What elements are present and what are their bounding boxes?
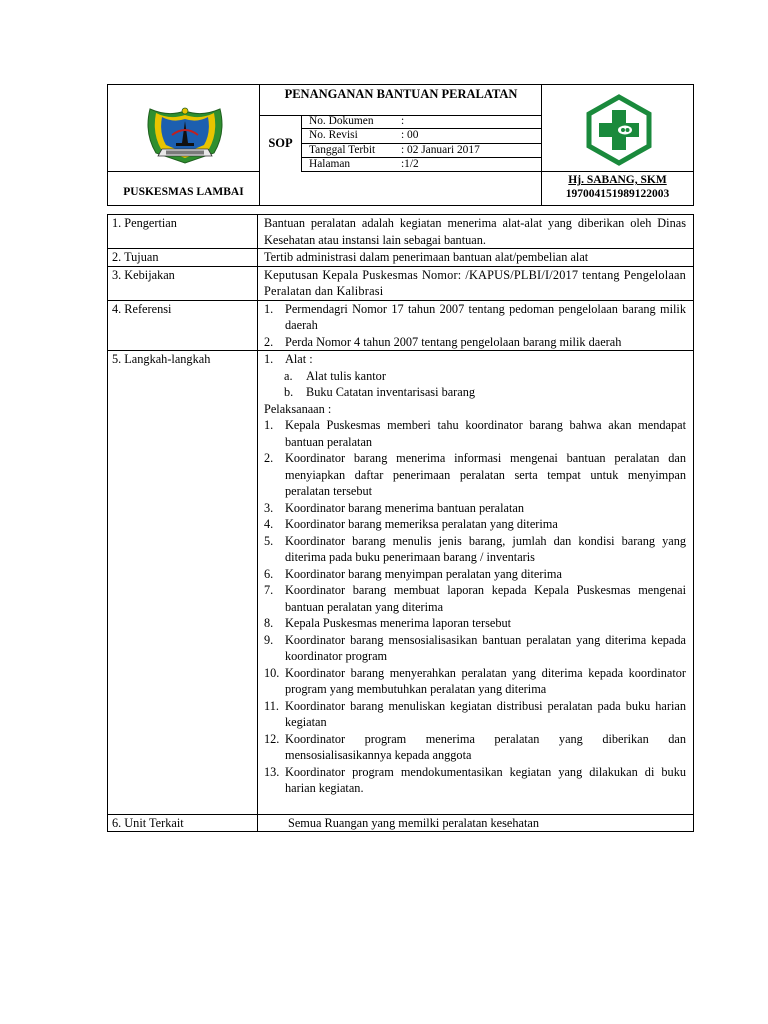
step-text: Koordinator barang menyimpan peralatan yang diterima: [285, 566, 562, 581]
step-number: 5.: [264, 533, 274, 548]
meta-value: :: [401, 115, 405, 127]
meta-row-issue-date: [302, 144, 541, 158]
step-number: 10.: [264, 665, 280, 680]
step-item: [264, 566, 686, 583]
step-text: Koordinator barang menyerahkan peralatan yang diterima kepada koordinator program yang membutuhkan peralatan yang diterima: [285, 665, 686, 696]
section-row-referensi: [108, 301, 693, 352]
section-row-unit-terkait: [108, 815, 693, 832]
step-number: 11.: [264, 698, 279, 713]
step-item: [264, 450, 686, 500]
section-row-pengertian: [108, 215, 693, 249]
header-right-divider: [542, 171, 693, 172]
regional-government-emblem-icon: [142, 103, 228, 167]
list-text: Perda Nomor 4 tahun 2007 tentang pengelolaan barang milik daerah: [285, 334, 622, 349]
pelaksanaan-label: Pelaksanaan :: [264, 401, 332, 416]
step-item: [264, 731, 686, 764]
step-text: Koordinator barang menerima informasi mengenai bantuan peralatan dan menyiapkan daftar penerimaan peralatan serta tempat untuk menyimpan peralatan tersebut: [285, 451, 686, 498]
section-content: [258, 301, 693, 351]
step-text: Koordinator barang memeriksa peralatan yang diterima: [285, 517, 558, 531]
header-left-cell: [108, 85, 260, 205]
meta-value: : 00: [401, 129, 419, 142]
step-item: [264, 417, 686, 450]
step-text: Kepala Puskesmas memberi tahu koordinator barang bahwa akan mendapat bantuan peralatan: [285, 418, 686, 449]
step-number: 8.: [264, 616, 274, 630]
step-item: [264, 533, 686, 566]
section-label: 6. Unit Terkait: [108, 815, 258, 832]
meta-row-revision: [302, 129, 541, 143]
step-number: 4.: [264, 517, 274, 531]
meta-key: Halaman: [309, 157, 351, 170]
meta-value: :1/2: [401, 157, 419, 170]
step-text: Koordinator program menerima peralatan yang diberikan dan mensosialisasikannya kepada anggota: [285, 731, 686, 762]
header-middle-cell: [260, 85, 542, 205]
step-text: Koordinator barang menerima bantuan peralatan: [285, 500, 525, 515]
step-item: [264, 615, 686, 632]
section-content: Keputusan Kepala Puskesmas Nomor: /KAPUS/PLBI/I/2017 tentang Pengelolaan Peralatan dan Kalibrasi: [264, 267, 686, 298]
list-number: b.: [284, 385, 294, 399]
meta-key: No. Revisi: [309, 129, 358, 142]
section-label: 2. Tujuan: [108, 249, 258, 266]
organization-name: PUSKESMAS LAMBAI: [123, 186, 244, 198]
section-row-tujuan: [108, 249, 693, 267]
step-text: Koordinator barang membuat laporan kepada Kepala Puskesmas mengenai bantuan peralatan yang diterima: [285, 583, 686, 614]
step-number: 9.: [264, 632, 274, 647]
step-number: 12.: [264, 731, 280, 746]
list-item: [264, 334, 686, 351]
document-meta: [302, 115, 541, 172]
section-row-langkah-langkah: [108, 351, 693, 815]
meta-row-page: [302, 158, 541, 172]
section-label: 4. Referensi: [108, 301, 258, 351]
document-header: [107, 84, 694, 206]
header-right-cell: [542, 85, 693, 205]
sub-list-item: [264, 368, 686, 385]
section-content: Semua Ruangan yang memilki peralatan kesehatan: [288, 815, 539, 830]
meta-key: No. Dokumen: [309, 115, 374, 127]
puskesmas-cross-logo-icon: [583, 94, 655, 166]
sop-label: SOP: [260, 115, 302, 172]
meta-key: Tanggal Terbit: [309, 143, 376, 156]
document-title: PENANGANAN BANTUAN PERALATAN: [284, 87, 518, 101]
step-number: 2.: [264, 451, 274, 465]
list-text: Permendagri Nomor 17 tahun 2007 tentang pedoman pengelolaan barang milik daerah: [285, 301, 686, 332]
step-number: 7.: [264, 583, 274, 597]
step-text: Koordinator barang menulis jenis barang, jumlah dan kondisi barang yang diterima pada buku penerimaan barang / inventaris: [285, 533, 686, 564]
step-text: Koordinator barang menuliskan kegiatan distribusi peralatan pada buku harian kegiatan: [285, 698, 686, 729]
section-content: [258, 351, 693, 814]
meta-value: : 02 Januari 2017: [401, 143, 480, 156]
section-content: Tertib administrasi dalam penerimaan bantuan alat/pembelian alat: [264, 250, 589, 264]
signatory-name: Hj. SABANG, SKM: [568, 174, 667, 186]
list-text: Alat :: [285, 352, 313, 366]
list-number: a.: [284, 368, 293, 383]
section-label: 3. Kebijakan: [108, 267, 258, 300]
step-item: [264, 500, 686, 517]
step-item: [264, 516, 686, 533]
step-item: [264, 582, 686, 615]
list-item: [264, 301, 686, 334]
signatory-id: 197004151989122003: [565, 188, 670, 200]
list-text: Alat tulis kantor: [306, 368, 386, 383]
step-item: [264, 632, 686, 665]
sop-content-table: [107, 214, 694, 832]
section-label: 1. Pengertian: [108, 215, 258, 248]
section-label: 5. Langkah-langkah: [108, 351, 258, 814]
step-item: [264, 698, 686, 731]
header-left-divider: [108, 171, 259, 172]
section-content: Bantuan peralatan adalah kegiatan menerima alat-alat yang diberikan oleh Dinas Kesehatan atau instansi lain sebagai bantuan.: [264, 216, 686, 247]
meta-row-document-number: [302, 115, 541, 129]
list-text: Buku Catatan inventarisasi barang: [306, 385, 476, 399]
step-item: [264, 764, 686, 797]
list-number: 1.: [264, 301, 274, 316]
step-number: 3.: [264, 500, 274, 515]
step-text: Koordinator program mendokumentasikan kegiatan yang dilakukan di buku harian kegiatan.: [285, 764, 686, 795]
sub-list-item: [264, 384, 686, 401]
step-text: Koordinator barang mensosialisasikan bantuan peralatan yang diterima kepada koordinator program: [285, 632, 686, 663]
step-item: [264, 665, 686, 698]
list-number: 1.: [264, 352, 274, 366]
step-number: 13.: [264, 764, 280, 779]
step-number: 6.: [264, 566, 274, 581]
step-text: Kepala Puskesmas menerima laporan tersebut: [285, 616, 512, 630]
step-number: 1.: [264, 418, 274, 432]
list-number: 2.: [264, 334, 274, 349]
section-row-kebijakan: [108, 267, 693, 301]
list-item: [264, 351, 686, 368]
